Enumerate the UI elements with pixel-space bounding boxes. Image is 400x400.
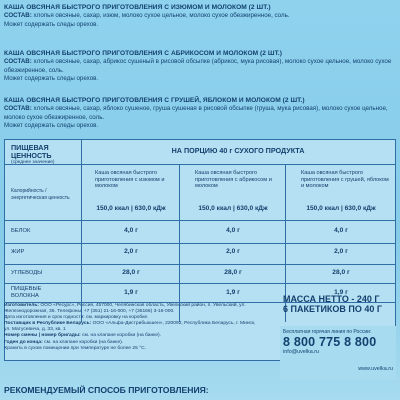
value-energy-raisin: 150,0 ккал | 630,0 кДж bbox=[96, 205, 166, 212]
value-protein-apricot: 4,0 г bbox=[226, 227, 240, 234]
batch-label: Номер смены | номер бригады: bbox=[4, 333, 81, 339]
product-title: КАША ОВСЯНАЯ БЫСТРОГО ПРИГОТОВЛЕНИЯ С АБРИКОСОМ И МОЛОКОМ (2 ШТ.) bbox=[4, 50, 283, 57]
row-label-fat: ЖИР bbox=[11, 249, 25, 255]
net-mass-packets: 6 ПАКЕТИКОВ ПО 40 Г bbox=[283, 303, 383, 314]
manufacturer-label: Изготовитель: bbox=[4, 303, 39, 308]
ingredients-text: хлопья овсяные, сахар, абрикос сушеный в рисовой обсыпке (абрикос, мука рисовая), молоко сухое цельное, молоко сухое обезжиренное, соль. bbox=[4, 58, 392, 74]
table-divider bbox=[81, 140, 82, 322]
product-block-pear-apple bbox=[4, 97, 394, 130]
manufacture-dates: Дата изготовления и срок годности: см. маркировку на коробке. bbox=[4, 315, 149, 321]
row-label-energy: Калорийность / энергетическая ценность bbox=[11, 188, 70, 201]
ingredients-text: хлопья овсяные, сахар, изюм, молоко сухое цельное, молоко сухое обезжиренное, соль. bbox=[31, 12, 290, 20]
value-carbs-apricot: 28,0 г bbox=[224, 269, 242, 276]
table-divider bbox=[5, 283, 395, 284]
row-label-protein: БЕЛОК bbox=[11, 228, 31, 234]
batch-text: см. на клапане коробки (на банке). bbox=[80, 333, 162, 339]
value-fiber-pear-apple: 1,9 г bbox=[334, 289, 348, 296]
value-protein-pear-apple: 4,0 г bbox=[334, 227, 348, 234]
table-divider bbox=[179, 164, 180, 322]
storage-conditions: Хранить в сухом помещении при температуре не более 25 °С. bbox=[4, 345, 147, 351]
importer-label: Поставщик в Республике Беларусь: bbox=[4, 321, 92, 327]
allergen-note: Может содержать следы орехов. bbox=[4, 121, 99, 129]
hotline-website: www.uvelka.ru bbox=[358, 366, 393, 372]
value-carbs-pear-apple: 28,0 г bbox=[332, 269, 350, 276]
net-mass bbox=[283, 295, 382, 314]
preparation-heading: РЕКОМЕНДУЕМЫЙ СПОСОБ ПРИГОТОВЛЕНИЯ: bbox=[4, 385, 209, 395]
ingredients-label: СОСТАВ: bbox=[4, 12, 32, 20]
value-fiber-apricot: 1,9 г bbox=[226, 289, 240, 296]
allergen-note: Может содержать следы орехов. bbox=[4, 74, 99, 82]
hotline-block bbox=[280, 326, 396, 380]
value-energy-pear-apple: 150,0 ккал | 630,0 кДж bbox=[306, 205, 376, 212]
value-fat-pear-apple: 2,0 г bbox=[334, 248, 348, 255]
best-before-text: см. на клапане коробки (на банке). bbox=[42, 339, 124, 345]
ingredients-label: СОСТАВ: bbox=[4, 58, 32, 66]
value-fiber-raisin: 1,9 г bbox=[124, 289, 138, 296]
allergen-note: Может содержать следы орехов. bbox=[4, 20, 99, 28]
value-fat-apricot: 2,0 г bbox=[226, 248, 240, 255]
column-header-raisin: Каша овсяная быстрого приготовления с изюмом и молоком bbox=[95, 170, 165, 189]
row-label-fiber: ПИЩЕВЫЕ ВОЛОКНА bbox=[11, 286, 42, 299]
value-carbs-raisin: 28,0 г bbox=[122, 269, 140, 276]
manufacturer-text: ООО «Ресурс», Россия, 457000, Челябинская область, Увельский район, п. Увельский, ул. Железнодорожная, 36. Телефоны: +7 (351) 21-16-000, +7 (35166) 3-16-000. bbox=[4, 303, 246, 315]
hotline-phone: 8 800 775 8 800 bbox=[283, 335, 377, 349]
importer-text: ООО «Альфа-Дистрибьюшен», 220092, Республика Беларусь, г. Минск, ул. Матусевича, д. 33, кв. 1 bbox=[4, 321, 256, 333]
ingredients-label: СОСТАВ: bbox=[4, 105, 32, 113]
product-title: КАША ОВСЯНАЯ БЫСТРОГО ПРИГОТОВЛЕНИЯ С ИЗЮМОМ И МОЛОКОМ (2 ШТ.) bbox=[4, 4, 271, 11]
portion-header: НА ПОРЦИЮ 40 г СУХОГО ПРОДУКТА bbox=[171, 146, 305, 155]
ingredients-text: хлопья овсяные, сахар, яблоко сушеное, груша сушеная в рисовой обсыпке (груша, мука рисовая), молоко сухое цельное, молоко сухое обезжиренное, соль. bbox=[4, 105, 388, 121]
product-title: КАША ОВСЯНАЯ БЫСТРОГО ПРИГОТОВЛЕНИЯ С ГРУШЕЙ, ЯБЛОКОМ И МОЛОКОМ (2 ШТ.) bbox=[4, 97, 305, 104]
nutrition-subtitle: (среднее значение) bbox=[11, 160, 55, 165]
manufacturer-info bbox=[4, 303, 260, 352]
column-header-apricot: Каша овсяная быстрого приготовления с абрикосом и молоком bbox=[195, 170, 272, 189]
row-label-carbs: УГЛЕВОДЫ bbox=[11, 270, 43, 276]
product-block-raisin bbox=[4, 4, 394, 29]
value-fat-raisin: 2,0 г bbox=[124, 248, 138, 255]
hotline-label: Бесплатная горячая линия по России: bbox=[283, 329, 372, 335]
column-header-pear-apple: Каша овсяная быстрого приготовления с грушей, яблоком и молоком bbox=[301, 170, 389, 189]
table-divider bbox=[5, 243, 395, 244]
nutrition-title: ПИЩЕВАЯ ЦЕННОСТЬ bbox=[11, 143, 52, 160]
hotline-email: info@uvelka.ru bbox=[283, 349, 320, 355]
table-divider bbox=[5, 220, 395, 221]
value-energy-apricot: 150,0 ккал | 630,0 кДж bbox=[198, 205, 268, 212]
net-mass-weight: МАССА НЕТТО - 240 Г bbox=[283, 294, 380, 304]
product-block-apricot bbox=[4, 50, 394, 83]
table-divider bbox=[5, 264, 395, 265]
best-before-label: Годен до конца: bbox=[4, 339, 43, 345]
value-protein-raisin: 4,0 г bbox=[124, 227, 138, 234]
